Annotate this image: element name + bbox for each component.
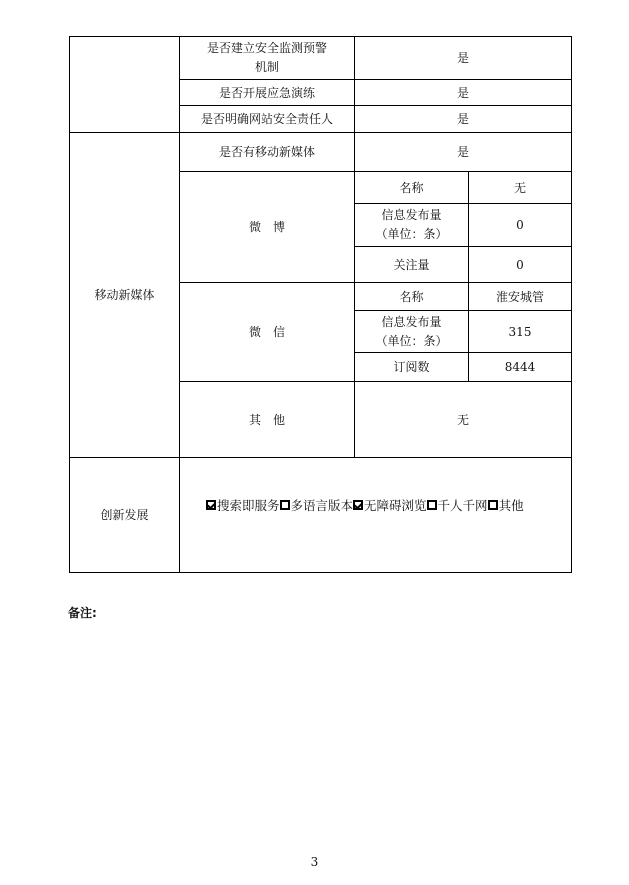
- table-line: [69, 572, 572, 573]
- option-label-1: 多语言版本: [290, 498, 354, 513]
- weibo-posts-label-line1: 信息发布量: [381, 208, 442, 222]
- wechat-posts-label: [355, 311, 468, 352]
- weibo-name-label: 名称: [399, 180, 424, 195]
- responsible-label: 是否明确网站安全责任人: [200, 112, 333, 126]
- page-number: 3: [310, 855, 319, 869]
- monitoring-value: 是: [456, 51, 469, 65]
- wechat-name-value: 淮安城管: [495, 289, 544, 304]
- wechat-posts-label-line2: （单位：条）: [375, 333, 448, 348]
- option-label-3: 千人千网: [437, 498, 488, 513]
- weibo-followers-value: 0: [516, 257, 524, 272]
- weibo-name-value: 无: [513, 180, 526, 195]
- weibo-posts-value: 0: [516, 218, 524, 232]
- innovation-options: [206, 496, 524, 514]
- weibo-label: 微 博: [248, 220, 285, 234]
- drill-label: 是否开展应急演练: [218, 85, 315, 100]
- monitoring-label: [180, 37, 354, 79]
- table-line: [571, 36, 572, 573]
- mobile-has-label: 是否有移动新媒体: [218, 145, 315, 159]
- monitoring-label-line2: 机制: [254, 60, 279, 74]
- checkbox-4[interactable]: [488, 500, 498, 510]
- weibo-posts-label-line2: （单位：条）: [375, 227, 448, 241]
- weibo-posts-label: [355, 204, 468, 246]
- note-label: 备注:: [68, 606, 97, 620]
- checkbox-0[interactable]: [206, 500, 216, 510]
- wechat-posts-label-line1: 信息发布量: [381, 314, 442, 329]
- checkbox-2[interactable]: [353, 500, 363, 510]
- option-label-2: 无障碍浏览: [364, 498, 427, 513]
- mobile-section-label: 移动新媒体: [94, 288, 155, 302]
- mobile-has-value: 是: [456, 145, 469, 159]
- other-label: 其 他: [248, 412, 285, 427]
- responsible-value: 是: [456, 112, 469, 126]
- checkbox-1[interactable]: [280, 500, 290, 510]
- option-label-4: 其他: [498, 498, 524, 513]
- wechat-name-label: 名称: [399, 289, 424, 304]
- wechat-subs-label: 订阅数: [393, 360, 430, 374]
- drill-value: 是: [456, 85, 469, 100]
- other-value: 无: [456, 412, 469, 427]
- innovation-label: 创新发展: [100, 508, 149, 522]
- checkbox-3[interactable]: [427, 500, 437, 510]
- wechat-label: 微 信: [248, 325, 285, 339]
- monitoring-label-line1: 是否建立安全监测预警: [206, 41, 327, 55]
- weibo-followers-label: 关注量: [393, 257, 430, 272]
- wechat-subs-value: 8444: [504, 360, 536, 374]
- option-label-0: 搜索即服务: [217, 498, 280, 513]
- wechat-posts-value: 315: [508, 324, 532, 339]
